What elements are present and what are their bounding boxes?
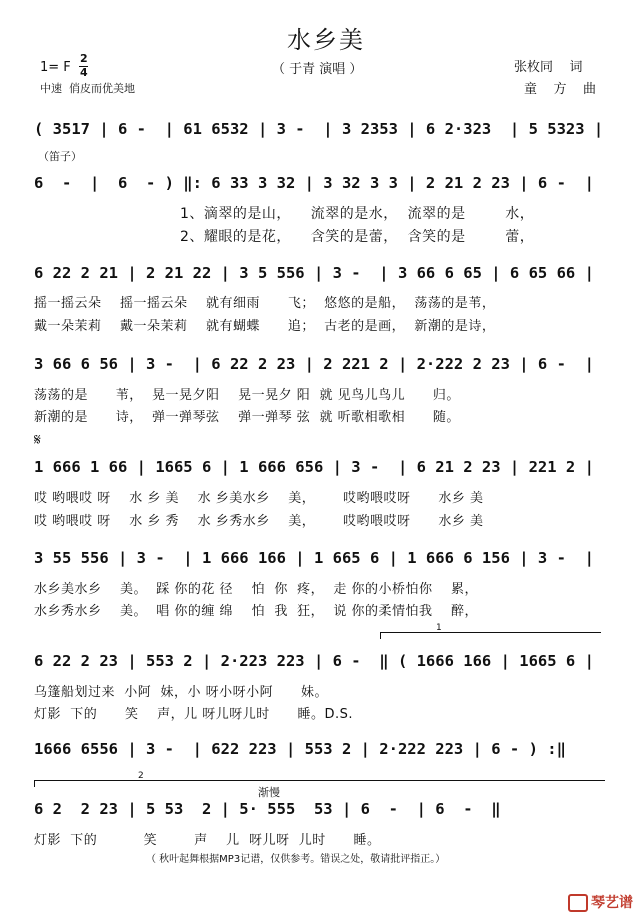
notation-row-8: 1666 6556 | 3 - | 622 223 | 553 2 | 2·222 223 | 6 - ) :‖	[34, 740, 566, 758]
notation-row-2: 6 - | 6 - ) ‖: 6 33 3 32 | 3 32 3 3 | 2 21 2 23 | 6 - |	[34, 174, 594, 192]
lyric-line: 乌篷船划过来 小阿 妹，小 呀小呀小阿 妹。	[34, 685, 328, 700]
volta-label-1: 1	[436, 623, 442, 633]
lyricist-credit: 张枚同 词	[514, 60, 583, 75]
tempo-change-marking: 渐慢	[258, 786, 280, 799]
instrument-note: （笛子）	[38, 150, 82, 163]
volta-label-2: 2	[138, 771, 144, 781]
lyric-line: 2、耀眼的是花， 含笑的是蕾， 含笑的是 蕾，	[180, 229, 535, 245]
lyric-line: 水乡美水乡 美。 踩 你的花 径 怕 你 疼， 走 你的小桥怕你 累，	[34, 582, 479, 597]
volta-bracket-2	[34, 780, 605, 787]
lyric-line: 新潮的是 诗， 弹一弹琴弦 弹一弹琴 弦 就 听歌相歌相 随。	[34, 410, 460, 425]
volta-bracket-1	[380, 632, 601, 639]
time-signature-top: 2	[80, 52, 88, 65]
singer-credit: （ 于青 演唱 ）	[272, 62, 363, 77]
notation-row-7: 6 22 2 23 | 553 2 | 2·223 223 | 6 - ‖ ( 1666 166 | 1665 6 |	[34, 652, 594, 670]
notation-row-3: 6 22 2 21 | 2 21 22 | 3 5 556 | 3 - | 3 66 6 65 | 6 65 66 |	[34, 264, 594, 282]
lyric-line: 哎 哟喂哎 呀 水 乡 美 水 乡美水乡 美， 哎哟喂哎呀 水乡 美	[34, 491, 484, 506]
segno-icon: 𝄋	[34, 430, 41, 449]
lyric-line: 荡荡的是 苇， 晃一晃夕阳 晃一晃夕 阳 就 见鸟儿鸟儿 归。	[34, 388, 460, 403]
lyric-line: 灯影 下的 笑 声 儿 呀儿呀 儿时 睡。	[34, 833, 381, 848]
watermark-text: 琴艺谱	[591, 895, 633, 911]
composer-credit: 童 方 曲	[524, 82, 597, 97]
notation-row-4: 3 66 6 56 | 3 - | 6 22 2 23 | 2 221 2 | 2·222 2 23 | 6 - |	[34, 355, 594, 373]
notation-row-6: 3 55 556 | 3 - | 1 666 166 | 1 665 6 | 1 666 6 156 | 3 - |	[34, 549, 594, 567]
time-signature-bottom: 4	[80, 66, 88, 79]
logo-icon	[568, 894, 588, 912]
tempo-marking: 中速 俏皮而优美地	[40, 82, 135, 95]
lyric-line: 灯影 下的 笑 声，儿 呀儿呀儿时 睡。D.S.	[34, 707, 354, 722]
notation-row-1: ( 3517 | 6 - | 61 6532 | 3 - | 3 2353 | 6 2·323 | 5 5323 |	[34, 120, 604, 138]
lyric-line: 水乡秀水乡 美。 唱 你的缠 绵 怕 我 狂， 说 你的柔情怕我 醉，	[34, 604, 479, 619]
notation-row-5: 1 666 1 66 | 1665 6 | 1 666 656 | 3 - | 6 21 2 23 | 221 2 |	[34, 458, 594, 476]
notation-row-9: 6 2 2 23 | 5 53 2 | 5· 555 53 | 6 - | 6 - ‖	[34, 800, 501, 818]
key-signature: 1= F	[40, 60, 71, 75]
lyric-line: 摇一摇云朵 摇一摇云朵 就有细雨 飞； 悠悠的是船， 荡荡的是苇，	[34, 296, 496, 311]
lyric-line: 哎 哟喂哎 呀 水 乡 秀 水 乡秀水乡 美， 哎哟喂哎呀 水乡 美	[34, 514, 484, 529]
footnote: （ 秋叶起舞根据MP3记谱，仅供参考。错误之处，敬请批评指正。）	[146, 854, 446, 865]
lyric-line: 戴一朵茉莉 戴一朵茉莉 就有蝴蝶 追； 古老的是画， 新潮的是诗，	[34, 319, 496, 334]
lyric-line: 1、滴翠的是山， 流翠的是水， 流翠的是 水，	[180, 206, 535, 222]
page-title: 水乡美	[287, 26, 365, 54]
watermark-logo	[568, 892, 633, 912]
